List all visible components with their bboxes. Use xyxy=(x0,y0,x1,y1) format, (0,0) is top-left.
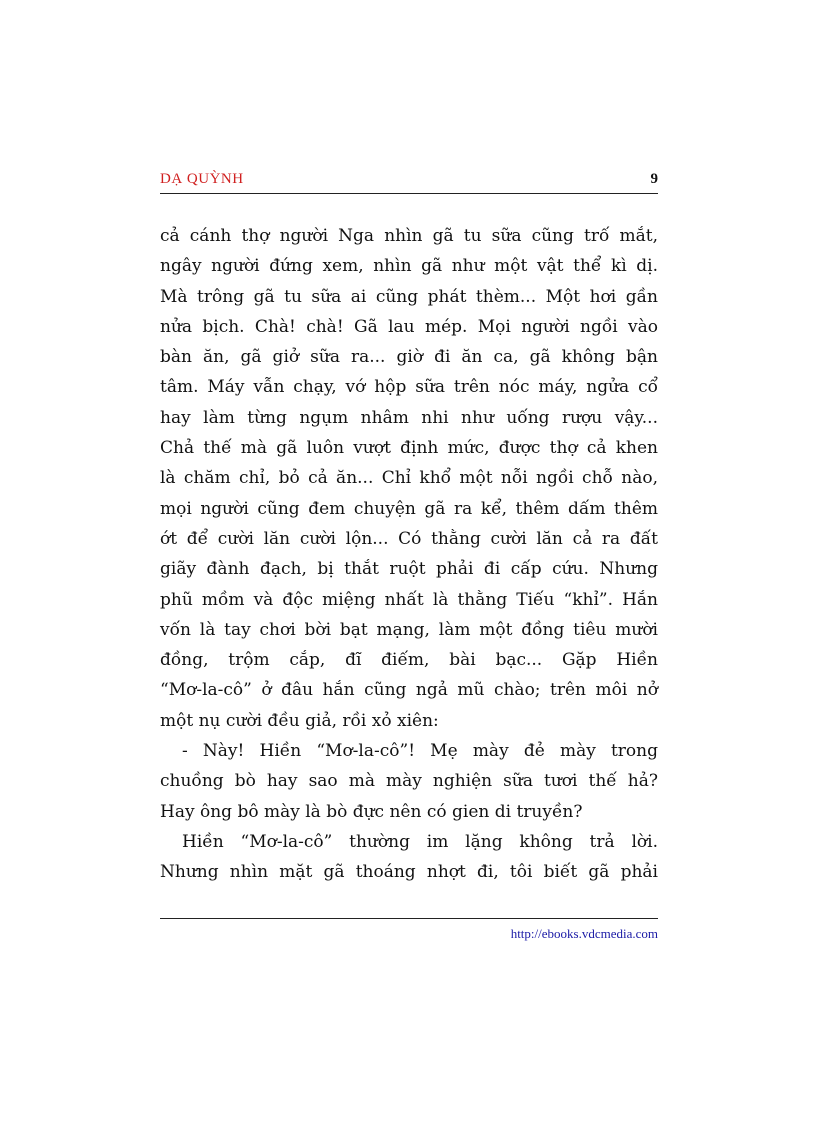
text-line: đồng, trộm cắp, đĩ điếm, bài bạc... Gặp Hiền xyxy=(160,650,658,671)
text-line: ngây người đứng xem, nhìn gã như một vật thể kì dị. xyxy=(160,256,658,277)
text-line: Chả thế mà gã luôn vượt định mức, được thợ cả khen xyxy=(160,438,658,459)
source-link[interactable]: http://ebooks.vdcmedia.com xyxy=(510,926,658,941)
text-line: cả cánh thợ người Nga nhìn gã tu sữa cũng trố mắt, xyxy=(160,226,658,246)
text-line: giãy đành đạch, bị thắt ruột phải đi cấp cứu. Nhưng xyxy=(160,559,658,580)
page-body xyxy=(160,221,658,888)
text-line: “Mơ-la-cô” ở đâu hắn cũng ngả mũ chào; trên môi nở xyxy=(160,680,658,701)
paragraph-2 xyxy=(160,736,658,827)
text-line: một nụ cười đều giả, rồi xỏ xiên: xyxy=(160,710,439,731)
paragraph-1 xyxy=(160,221,658,736)
author-name: DẠ QUỲNH xyxy=(160,171,244,187)
text-line: Nhưng nhìn mặt gã thoáng nhợt đi, tôi biết gã phải xyxy=(160,862,658,883)
text-line: phũ mồm và độc miệng nhất là thằng Tiếu “khỉ”. Hắn xyxy=(160,589,658,610)
text-line: Mà trông gã tu sữa ai cũng phát thèm... Một hơi gần xyxy=(160,286,658,307)
text-line: chuồng bò hay sao mà mày nghiện sữa tươi thế hả? xyxy=(160,771,658,792)
footer-rule xyxy=(160,918,658,919)
header-rule xyxy=(160,193,658,194)
text-line: vốn là tay chơi bời bạt mạng, làm một đồng tiêu mười xyxy=(160,619,658,640)
text-line: Hay ông bô mày là bò đực nên có gien di truyền? xyxy=(160,801,583,822)
paragraph-3 xyxy=(160,827,658,888)
text-line: tâm. Máy vẫn chạy, vớ hộp sữa trên nóc máy, ngửa cổ xyxy=(160,377,658,398)
text-line: là chăm chỉ, bỏ cả ăn... Chỉ khổ một nỗi ngồi chỗ nào, xyxy=(160,468,658,489)
text-line: nửa bịch. Chà! chà! Gã lau mép. Mọi người ngồi vào xyxy=(160,316,658,337)
text-line: ớt để cười lăn cười lộn... Có thằng cười lăn cả ra đất xyxy=(160,528,658,549)
text-line: Hiền “Mơ-la-cô” thường im lặng không trả lời. xyxy=(182,831,658,852)
page-number: 9 xyxy=(650,171,658,187)
text-line: hay làm từng ngụm nhâm nhi như uống rượu vậy... xyxy=(160,407,658,428)
text-line: mọi người cũng đem chuyện gã ra kể, thêm dấm thêm xyxy=(160,498,658,519)
text-line: - Này! Hiền “Mơ-la-cô”! Mẹ mày đẻ mày trong xyxy=(182,741,658,762)
text-line: bàn ăn, gã giở sữa ra... giờ đi ăn ca, gã không bận xyxy=(160,347,658,368)
footer xyxy=(160,926,658,942)
running-header xyxy=(160,171,658,193)
